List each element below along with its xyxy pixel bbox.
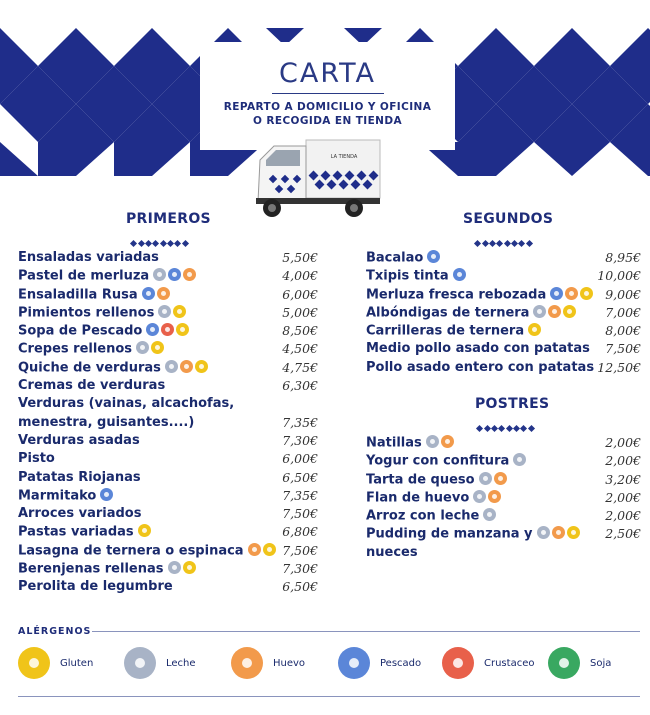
menu-item [366,304,641,322]
gluten-icon [263,543,276,556]
allergen-icons [426,434,456,452]
menu-item-price: 6,00€ [282,451,318,467]
menu-item-name: Ensaladas variadas [18,250,159,265]
menu-item-name: Medio pollo asado con patatas [366,341,590,357]
leche-icon [473,490,486,503]
gluten-icon [151,341,164,354]
menu-item-name: nueces [366,544,418,560]
leche-icon [483,508,496,521]
allergen-icons [528,322,543,340]
primeros-list [18,249,318,597]
subtitle-line-1: REPARTO A DOMICILIO Y OFICINA [223,101,432,113]
menu-item-price: 8,95€ [605,250,641,265]
menu-item-price: 7,30€ [282,561,318,577]
menu-item [366,452,641,470]
menu-item-price: 2,50€ [605,526,641,542]
gluten-icon [183,561,196,574]
menu-item [366,286,641,304]
menu-item [18,523,318,541]
menu-item-name: Natillas [366,434,456,453]
menu-item-name: Verduras asadas [18,432,140,448]
menu-item-name: Crepes rellenos [18,340,166,359]
menu-item-name: Arroz con leche [366,507,498,526]
gluten-icon [176,323,189,336]
primeros-title: PRIMEROS [126,211,211,227]
gluten-icon [580,287,593,300]
allergen-icons [138,523,153,541]
crustaceo-icon [442,647,474,679]
menu-item [18,340,318,358]
allergen-icons [483,507,498,525]
allergen-icons [533,304,578,322]
allergen-icons [537,525,582,543]
postres-dots [476,416,535,422]
leche-icon [533,305,546,318]
menu-item [18,249,318,267]
menu-item-name: Flan de huevo [366,489,503,508]
subtitle-line-2: O RECOGIDA EN TIENDA [253,115,402,127]
allergen-icons [513,452,528,470]
allergens-heading: ALÉRGENOS [18,626,92,637]
menu-item [18,560,318,578]
leche-icon [124,647,156,679]
menu-item-price: 4,50€ [282,341,318,357]
title-card [200,42,455,150]
allergen-icons [165,359,210,377]
menu-item-name: Ensaladilla Rusa [18,286,172,305]
menu-item [366,525,641,543]
menu-item-price: 8,50€ [282,323,318,339]
menu-item-price: 3,20€ [605,471,641,487]
menu-item-price: 2,00€ [605,489,641,505]
menu-item [18,395,318,413]
gluten-icon [18,647,50,679]
huevo-icon [157,287,170,300]
leche-icon [153,268,166,281]
leche-icon [168,561,181,574]
menu-item-price: 7,50€ [282,542,318,558]
menu-item-name: Lasagna de ternera o espinaca [18,542,278,561]
gluten-icon [528,323,541,336]
allergens-divider [92,631,640,632]
pescado-icon [338,647,370,679]
primeros-dots [130,231,189,237]
title-divider [272,93,384,94]
huevo-icon [180,360,193,373]
menu-item-price: 6,50€ [282,469,318,485]
allergen-icons [248,542,278,560]
allergen-icons [142,286,172,304]
menu-item [18,414,318,432]
menu-item-name: Albóndigas de ternera [366,304,578,323]
allergen-icons [100,487,115,505]
allergen-icons [168,560,198,578]
menu-item [366,434,641,452]
menu-item-price: 12,50€ [597,359,641,375]
menu-item-price: 7,30€ [282,432,318,448]
allergen-icons [136,340,166,358]
menu-item-price: 7,35€ [282,414,318,430]
menu-item-name: Txipis tinta [366,267,468,286]
segundos-title: SEGUNDOS [463,211,554,227]
menu-item [366,359,641,377]
menu-item [366,471,641,489]
menu-item-name: Bacalao [366,249,442,268]
bottom-divider [18,696,640,697]
menu-item-price: 4,00€ [282,268,318,284]
menu-item [18,322,318,340]
huevo-icon [488,490,501,503]
huevo-icon [231,647,263,679]
menu-item-price: 2,00€ [605,508,641,524]
menu-item-name: Pollo asado entero con patatas [366,359,595,375]
allergen-icons [158,304,188,322]
gluten-icon [567,526,580,539]
pescado-icon [550,287,563,300]
legend-label: Gluten [60,658,94,669]
menu-item-name: Cremas de verduras [18,378,166,394]
menu-item-price: 9,00€ [605,286,641,302]
menu-item-name: Verduras (vainas, alcachofas, [18,396,235,412]
menu-item-name: Tarta de queso [366,471,509,490]
menu-item-name: Sopa de Pescado [18,322,191,341]
pescado-icon [146,323,159,336]
menu-item [18,450,318,468]
page-title: CARTA [279,58,376,89]
menu-item [366,544,641,562]
segundos-dots [474,231,533,237]
leche-icon [136,341,149,354]
menu-item [18,469,318,487]
leche-icon [513,453,526,466]
allergen-icons [479,471,509,489]
truck-label: LA TIENDA [330,154,358,160]
huevo-icon [441,435,454,448]
menu-item [18,304,318,322]
menu-item-name: Berenjenas rellenas [18,560,198,579]
leche-icon [165,360,178,373]
menu-item-price: 6,80€ [282,524,318,540]
menu-item-name: Marmitako [18,487,115,506]
menu-item [18,578,318,596]
leche-icon [479,472,492,485]
menu-item-price: 6,30€ [282,378,318,394]
menu-item-price: 4,75€ [282,359,318,375]
postres-list [366,434,641,562]
menu-item-name: menestra, guisantes....) [18,414,195,430]
menu-item-name: Pastas variadas [18,523,153,542]
menu-item [18,505,318,523]
crustaceo-icon [161,323,174,336]
menu-item-name: Yogur con confitura [366,452,528,471]
menu-item-price: 2,00€ [605,453,641,469]
allergen-icons [550,286,595,304]
huevo-icon [552,526,565,539]
menu-item-price: 5,00€ [282,304,318,320]
allergen-icons [453,267,468,285]
legend-label: Crustaceo [484,658,535,669]
pescado-icon [100,488,113,501]
leche-icon [158,305,171,318]
allergen-icons [427,249,442,267]
menu-item-price: 10,00€ [597,268,641,284]
huevo-icon [248,543,261,556]
menu-item [18,267,318,285]
gluten-icon [138,524,151,537]
postres-title: POSTRES [475,396,550,412]
menu-item [18,359,318,377]
menu-item [18,487,318,505]
huevo-icon [183,268,196,281]
menu-item [18,286,318,304]
menu-item [366,489,641,507]
leche-icon [426,435,439,448]
menu-item-name: Pudding de manzana y [366,525,582,544]
menu-item-name: Patatas Riojanas [18,469,141,485]
menu-item-name: Pastel de merluza [18,267,198,286]
menu-item-price: 6,50€ [282,579,318,595]
menu-item-price: 8,00€ [605,323,641,339]
legend-label: Soja [590,658,612,669]
pescado-icon [453,268,466,281]
menu-item [366,322,641,340]
huevo-icon [565,287,578,300]
delivery-truck-icon [254,136,382,222]
menu-item-price: 7,35€ [282,487,318,503]
pescado-icon [427,250,440,263]
allergens-legend [18,647,638,683]
menu-item [366,340,641,358]
menu-item-name: Perolita de legumbre [18,579,173,595]
pescado-icon [142,287,155,300]
menu-item-price: 7,50€ [282,506,318,522]
allergen-icons [153,267,198,285]
menu-item [366,249,641,267]
gluten-icon [173,305,186,318]
gluten-icon [563,305,576,318]
menu-item [366,507,641,525]
menu-item [366,267,641,285]
legend-label: Pescado [380,658,422,669]
allergen-icons [473,489,503,507]
menu-item-name: Carrilleras de ternera [366,322,543,341]
leche-icon [537,526,550,539]
menu-item-name: Pisto [18,451,55,467]
segundos-list [366,249,641,377]
menu-item-price: 7,50€ [605,341,641,357]
menu-item-price: 2,00€ [605,435,641,450]
menu-item [18,432,318,450]
legend-label: Leche [166,658,196,669]
huevo-icon [494,472,507,485]
menu-item-price: 6,00€ [282,286,318,302]
menu-item [18,542,318,560]
menu-item-name: Arroces variados [18,506,142,522]
pescado-icon [168,268,181,281]
menu-item-price: 5,50€ [282,250,318,265]
menu-item [18,377,318,395]
gluten-icon [195,360,208,373]
menu-item-name: Merluza fresca rebozada [366,286,595,305]
menu-item-price: 7,00€ [605,304,641,320]
allergen-icons [146,322,191,340]
menu-item-name: Quiche de verduras [18,359,210,378]
menu-item-name: Pimientos rellenos [18,304,188,323]
huevo-icon [548,305,561,318]
legend-label: Huevo [273,658,306,669]
soja-icon [548,647,580,679]
